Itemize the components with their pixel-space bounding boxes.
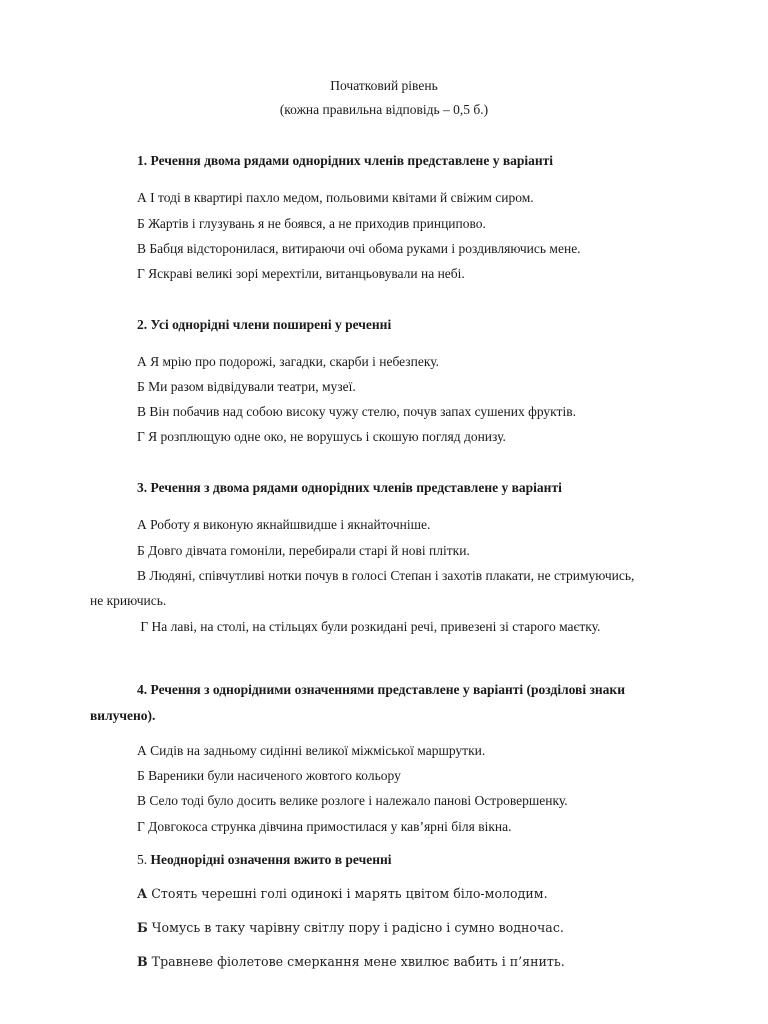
question-1-title: 1. Речення двома рядами однорідних членів представлене у варіанті xyxy=(137,153,554,168)
question-2-option-b: Б Ми разом відвідували театри, музеї. xyxy=(137,379,356,394)
question-4-title: 4. Речення з однорідними означеннями представлене у варіанті (розділові знаки xyxy=(137,682,625,697)
question-3-option-v-continued: не криючись. xyxy=(90,593,167,608)
option-letter: В xyxy=(137,954,148,969)
option-text: Стоять черешні голі одинокі і марять цвітом біло-молодим. xyxy=(151,886,548,901)
question-2-option-g: Г Я розплющую одне око, не ворушусь і скошую погляд донизу. xyxy=(137,429,506,444)
question-1-option-v: В Бабця відсторонилася, витираючи очі обома руками і роздивляючись мене. xyxy=(137,241,581,256)
question-4-option-g: Г Довгокоса струнка дівчина примостилася у кав’ярні біля вікна. xyxy=(137,819,512,834)
question-1-option-a: А І тоді в квартирі пахло медом, польовими квітами й свіжим сиром. xyxy=(137,190,534,205)
question-1-option-b: Б Жартів і глузувань я не боявся, а не приходив принципово. xyxy=(137,216,486,231)
question-3-option-b: Б Довго дівчата гомоніли, перебирали старі й нові плітки. xyxy=(137,543,470,558)
question-5-option-a xyxy=(137,885,548,903)
option-letter: Б xyxy=(137,920,148,935)
question-4-title-continued: вилучено). xyxy=(90,708,156,723)
question-5-title-text: Неоднорідні означення вжито в реченні xyxy=(150,852,392,867)
document-subtitle: (кожна правильна відповідь – 0,5 б.) xyxy=(279,102,489,117)
question-2-option-v: В Він побачив над собою високу чужу стелю, почув запах сушених фруктів. xyxy=(137,404,576,419)
question-5-number: 5. xyxy=(137,852,148,867)
question-2-option-a: А Я мрію про подорожі, загадки, скарби і небезпеку. xyxy=(137,354,439,369)
option-text: Чомусь в таку чарівну світлу пору і радісно і сумно водночас. xyxy=(151,920,564,935)
question-4-option-v: В Село тоді було досить велике розлоге і належало панові Островершенку. xyxy=(137,793,568,808)
question-3-option-g: Г На лаві, на столі, на стільцях були розкидані речі, привезені зі старого маєтку. xyxy=(137,619,601,634)
question-3-option-v: В Людяні, співчутливі нотки почув в голосі Степан і захотів плакати, не стримуючись, xyxy=(137,568,635,583)
document-title: Початковий рівень xyxy=(330,78,438,93)
question-3-title: 3. Речення з двома рядами однорідних членів представлене у варіанті xyxy=(137,480,562,495)
question-4-option-b: Б Вареники були насиченого жовтого кольору xyxy=(137,768,401,783)
option-text: Травневе фіолетове смеркання мене хвилює вабить і п’янить. xyxy=(151,954,565,969)
question-5-option-v xyxy=(137,953,565,971)
question-5-title xyxy=(137,851,392,869)
question-1-option-g: Г Яскраві великі зорі мерехтіли, витанцьовували на небі. xyxy=(137,266,465,281)
question-4-option-a: А Сидів на задньому сидінні великої міжміської маршрутки. xyxy=(137,743,486,758)
question-5-option-b xyxy=(137,919,564,937)
question-3-option-a: А Роботу я виконую якнайшвидше і якнайточніше. xyxy=(137,517,431,532)
question-2-title: 2. Усі однорідні члени поширені у реченні xyxy=(137,317,392,332)
option-letter: А xyxy=(137,886,148,901)
